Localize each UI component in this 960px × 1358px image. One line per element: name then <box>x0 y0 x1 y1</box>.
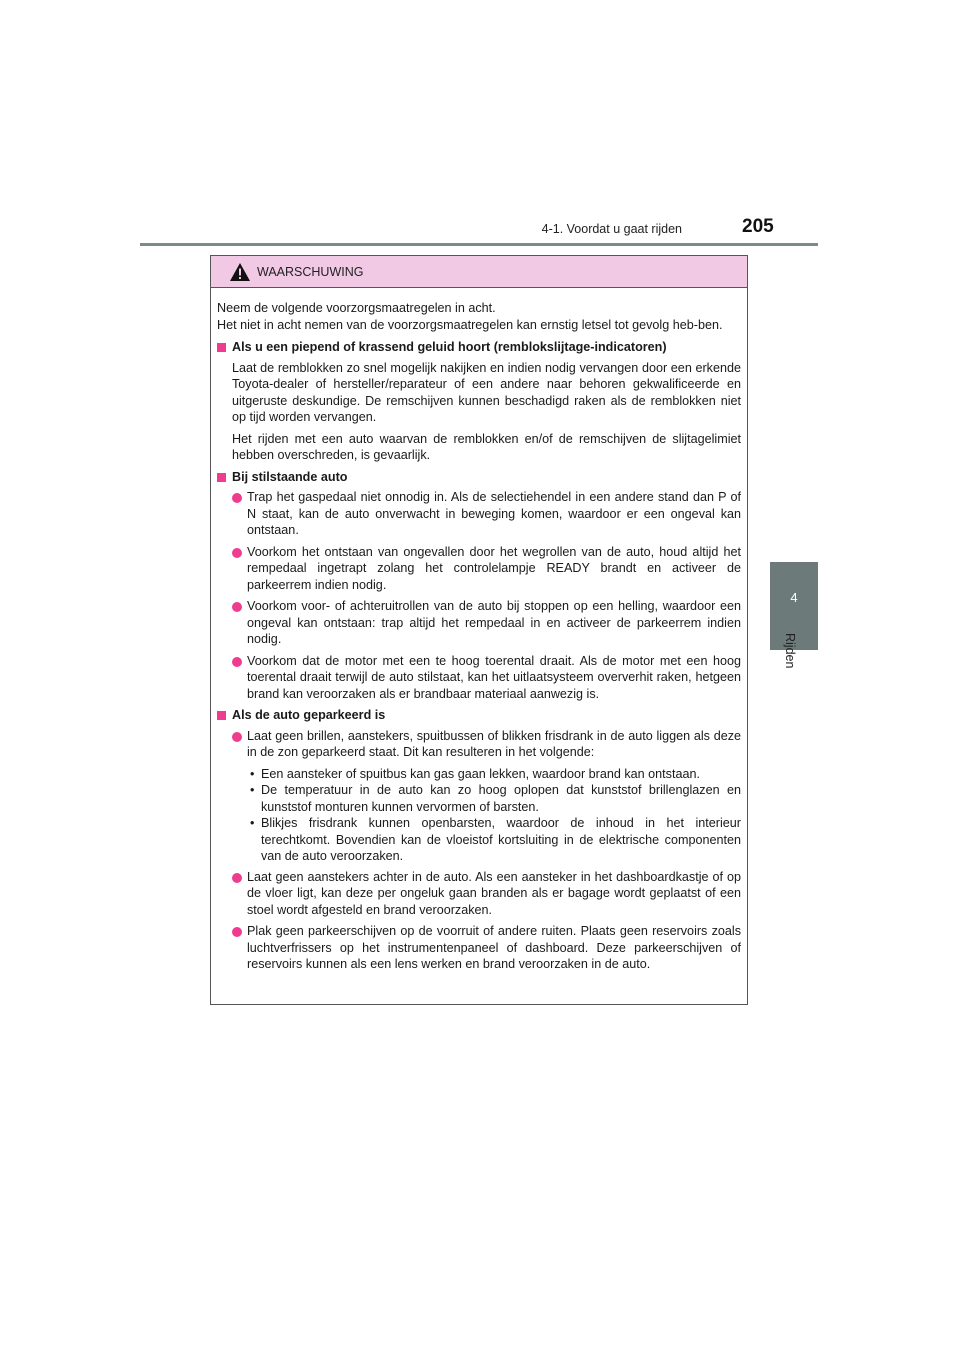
circle-bullet-icon <box>232 927 242 937</box>
circle-bullet-icon <box>232 732 242 742</box>
warning-title: WAARSCHUWING <box>257 265 364 279</box>
warning-box <box>210 255 748 1005</box>
list-item: Voorkom het ontstaan van ongevallen door het wegrollen van de auto, houd altijd het rempedaal ingetrapt zolang het controlelampje READY brandt en activeer de parkeerrem indien nodig. <box>217 544 741 594</box>
paragraph: Laat de remblokken zo snel mogelijk nakijken en indien nodig vervangen door een erkende Toyota-dealer of hersteller/reparateur of een andere naar behoren gekwalificeerde en uitgeruste deskundige. De remschijven kunnen beschadigd raken als de remblokken niet op tijd worden vervangen. <box>232 360 741 424</box>
list-item: Laat geen brillen, aanstekers, spuitbussen of blikken frisdrank in de auto liggen als deze in de zon geparkeerd staat. Dit kan resulteren in het volgende: <box>217 728 741 761</box>
small-bullet-icon: • <box>250 766 255 781</box>
circle-bullet-icon <box>232 657 242 667</box>
warning-header <box>211 256 747 288</box>
list-item: Laat geen aanstekers achter in de auto. Als een aansteker in het dashboardkastje of op de vloer ligt, kan deze per ongeluk gaan branden als er bagage wordt geplaatst of een stoel wordt afgesteld en brand veroorzaken. <box>217 869 741 919</box>
chapter-number: 4 <box>790 590 798 605</box>
circle-bullet-icon <box>232 873 242 883</box>
section-title: 4-1. Voordat u gaat rijden <box>541 222 682 236</box>
circle-bullet-icon <box>232 602 242 612</box>
small-bullet-icon: • <box>250 816 255 830</box>
square-bullet-icon <box>217 711 226 720</box>
section-heading-parked: Als de auto geparkeerd is <box>217 707 741 724</box>
sub-list-item: • Blikjes frisdrank kunnen openbarsten, waardoor de inhoud in het interieur terechtkomt. Bovendien kan de vloeistof kortsluiting in de elektrische componenten van de auto veroorzaken. <box>250 816 741 863</box>
circle-bullet-icon <box>232 493 242 503</box>
sub-list-item: • Een aansteker of spuitbus kan gas gaan lekken, waardoor brand kan ontstaan. <box>250 766 700 781</box>
page-number: 205 <box>742 216 774 237</box>
small-bullet-icon: • <box>250 783 255 797</box>
list-item: Voorkom voor- of achteruitrollen van de auto bij stoppen op een helling, waardoor een ongeval kan ontstaan: trap altijd het rempedaal in en activeer de parkeerrem indien nodig. <box>217 598 741 648</box>
square-bullet-icon <box>217 473 226 482</box>
list-item: Plak geen parkeerschijven op de voorruit of andere ruiten. Plaats geen reservoirs zoals luchtverfrissers op het instrumentenpaneel of dashboard. Deze parkeerschijven of reservoirs kunnen als een lens werken en brand veroorzaken in de auto. <box>217 923 741 973</box>
warning-body <box>211 288 747 973</box>
circle-bullet-icon <box>232 548 242 558</box>
list-item: Voorkom dat de motor met een te hoog toerental draait. Als de motor met een hoog toerental draait terwijl de auto stilstaat, kan het uitlaatsysteem oververhit raken, hetgeen brand kan veroorzaken als er brandbaar materiaal aanwezig is. <box>217 653 741 703</box>
chapter-label: Rijden <box>783 633 797 669</box>
list-item: Trap het gaspedaal niet onnodig in. Als de selectiehendel in een andere stand dan P of N staat, kan de auto onverwacht in beweging komen, waardoor er een ongeval kan ontstaan. <box>217 489 741 539</box>
section-heading-brake-wear: Als u een piepend of krassend geluid hoort (remblokslijtage-indicatoren) <box>217 339 741 356</box>
sub-list <box>217 766 741 865</box>
intro-line-2: Het niet in acht nemen van de voorzorgsmaatregelen kan ernstig letsel tot gevolg heb-ben. <box>217 317 723 332</box>
square-bullet-icon <box>217 343 226 352</box>
intro-line-1: Neem de volgende voorzorgsmaatregelen in acht. <box>217 301 496 315</box>
header-rule <box>140 243 818 246</box>
warning-intro <box>217 300 741 333</box>
warning-triangle-icon <box>229 262 251 282</box>
section-heading-stationary: Bij stilstaande auto <box>217 469 741 486</box>
paragraph: Het rijden met een auto waarvan de remblokken en/of de remschijven de slijtagelimiet hebben overschreden, is gevaarlijk. <box>232 431 741 462</box>
sub-list-item: • De temperatuur in de auto kan zo hoog oplopen dat kunststof brillenglazen en kunststof monturen kunnen vervormen of barsten. <box>250 783 741 814</box>
